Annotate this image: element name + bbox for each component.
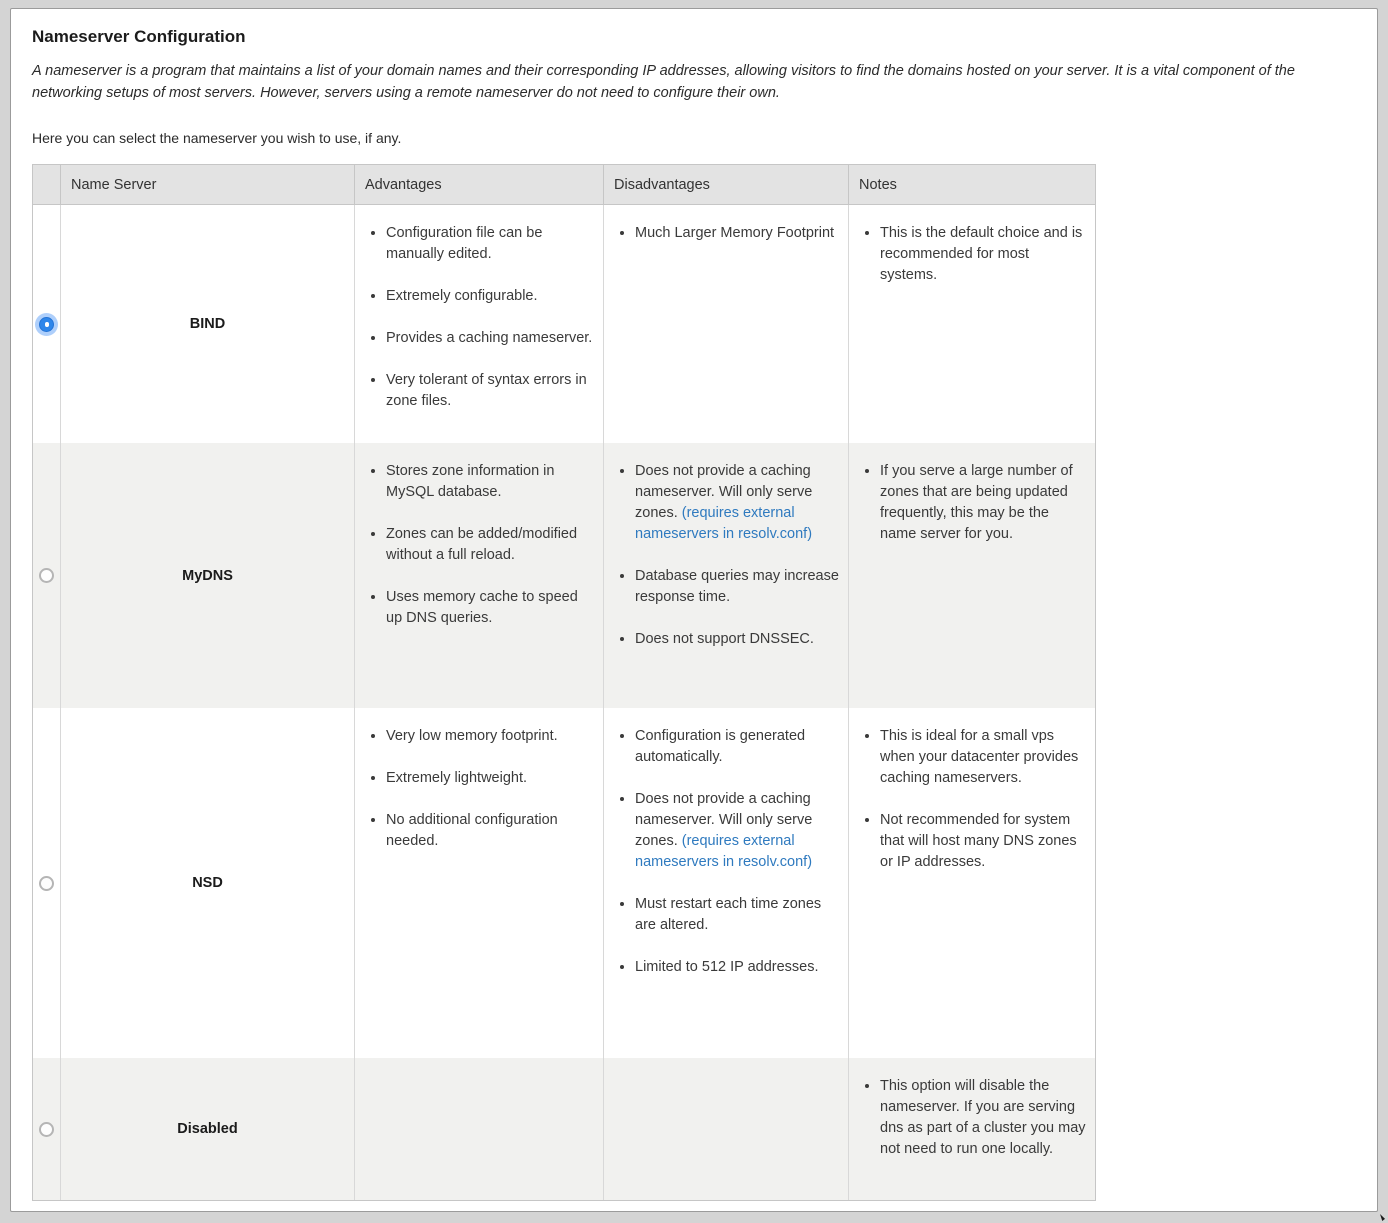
advantages-cell-bind <box>354 205 603 443</box>
column-header-advantages: Advantages <box>354 165 603 205</box>
nameserver-name-bind: BIND <box>60 205 354 443</box>
radio-cell-bind <box>33 205 60 443</box>
advantages-list <box>356 461 596 646</box>
notes-list <box>850 223 1088 303</box>
notes-cell-disabled <box>848 1058 1095 1200</box>
bullet-item: • This option will disable the nameserver. If you are serving dns as part of a cluster you may not need to run one locally. <box>880 1076 1088 1160</box>
advantages-cell-mydns <box>354 443 603 708</box>
page-description: A nameserver is a program that maintains a list of your domain names and their corresponding IP addresses, allowing visitors to find the domains hosted on your server. It is a vital component of the networking setups of most servers. However, servers using a remote nameserver do not need to configure their own. <box>32 63 1295 101</box>
mouse-cursor <box>1380 1214 1385 1221</box>
table-header-row <box>33 165 1095 205</box>
disadvantages-cell-mydns <box>603 443 848 708</box>
nameserver-row-nsd <box>33 708 1095 1058</box>
column-header-name-server: Name Server <box>60 165 354 205</box>
notes-list <box>850 726 1088 890</box>
notes-cell-mydns <box>848 443 1095 708</box>
advantages-cell-disabled <box>354 1058 603 1200</box>
disadvantages-cell-disabled <box>603 1058 848 1200</box>
nameserver-radio-mydns[interactable] <box>39 568 54 583</box>
nameserver-name-disabled: Disabled <box>60 1058 354 1200</box>
nameserver-name-mydns: MyDNS <box>60 443 354 708</box>
bullet-item: • Uses memory cache to speed up DNS queries. <box>386 587 596 629</box>
disadvantages-list <box>605 726 841 995</box>
nameserver-name-nsd: NSD <box>60 708 354 1058</box>
column-header-disadvantages: Disadvantages <box>603 165 848 205</box>
disadvantages-list <box>605 223 841 261</box>
bullet-item: • Database queries may increase response time. <box>635 566 841 608</box>
advantages-cell-nsd <box>354 708 603 1058</box>
nameserver-radio-nsd[interactable] <box>39 876 54 891</box>
bullet-item: • Extremely lightweight. <box>386 768 596 789</box>
bullet-item: • This is the default choice and is recommended for most systems. <box>880 223 1088 286</box>
notes-cell-nsd <box>848 708 1095 1058</box>
page-instruction: Here you can select the nameserver you wish to use, if any. <box>32 130 402 146</box>
bullet-item: • Does not support DNSSEC. <box>635 629 841 650</box>
nameserver-radio-bind[interactable] <box>39 317 54 332</box>
column-header-notes: Notes <box>848 165 1095 205</box>
bullet-item: • Much Larger Memory Footprint <box>635 223 841 244</box>
bullet-item: • Stores zone information in MySQL database. <box>386 461 596 503</box>
notes-list <box>850 461 1088 562</box>
bullet-item: • No additional configuration needed. <box>386 810 596 852</box>
bullet-item: • If you serve a large number of zones that are being updated frequently, this may be the name server for you. <box>880 461 1088 545</box>
disadvantages-cell-nsd <box>603 708 848 1058</box>
radio-cell-mydns <box>33 443 60 708</box>
nameserver-radio-disabled[interactable] <box>39 1122 54 1137</box>
bullet-item: • Not recommended for system that will host many DNS zones or IP addresses. <box>880 810 1088 873</box>
advantages-list <box>356 726 596 869</box>
bullet-item: • Extremely configurable. <box>386 286 596 307</box>
nameserver-table-body <box>33 205 1095 1200</box>
resolv-conf-link[interactable]: (requires external nameservers in resolv.conf) <box>635 833 813 870</box>
bullet-item: • Limited to 512 IP addresses. <box>635 957 841 978</box>
content-panel <box>10 8 1378 1212</box>
radio-cell-nsd <box>33 708 60 1058</box>
page-title: Nameserver Configuration <box>32 27 246 46</box>
bullet-item: • Provides a caching nameserver. <box>386 328 596 349</box>
bullet-item: • Does not provide a caching nameserver. Will only serve zones. (requires external nameservers in resolv.conf) <box>635 789 841 873</box>
notes-cell-bind <box>848 205 1095 443</box>
bullet-item: • Configuration is generated automatically. <box>635 726 841 768</box>
resolv-conf-link[interactable]: (requires external nameservers in resolv.conf) <box>635 505 813 542</box>
bullet-item: • Very low memory footprint. <box>386 726 596 747</box>
disadvantages-cell-bind <box>603 205 848 443</box>
nameserver-row-mydns <box>33 443 1095 708</box>
nameserver-row-bind <box>33 205 1095 443</box>
bullet-item: • Very tolerant of syntax errors in zone files. <box>386 370 596 412</box>
column-header-radio <box>33 165 60 205</box>
bullet-item: • Zones can be added/modified without a full reload. <box>386 524 596 566</box>
nameserver-table <box>32 164 1096 1201</box>
bullet-item: • Does not provide a caching nameserver. Will only serve zones. (requires external nameservers in resolv.conf) <box>635 461 841 545</box>
radio-cell-disabled <box>33 1058 60 1200</box>
bullet-item: • Configuration file can be manually edited. <box>386 223 596 265</box>
nameserver-row-disabled <box>33 1058 1095 1200</box>
advantages-list <box>356 223 596 429</box>
notes-list <box>850 1076 1088 1177</box>
disadvantages-list <box>605 461 841 667</box>
bullet-item: • This is ideal for a small vps when your datacenter provides caching nameservers. <box>880 726 1088 789</box>
bullet-item: • Must restart each time zones are altered. <box>635 894 841 936</box>
